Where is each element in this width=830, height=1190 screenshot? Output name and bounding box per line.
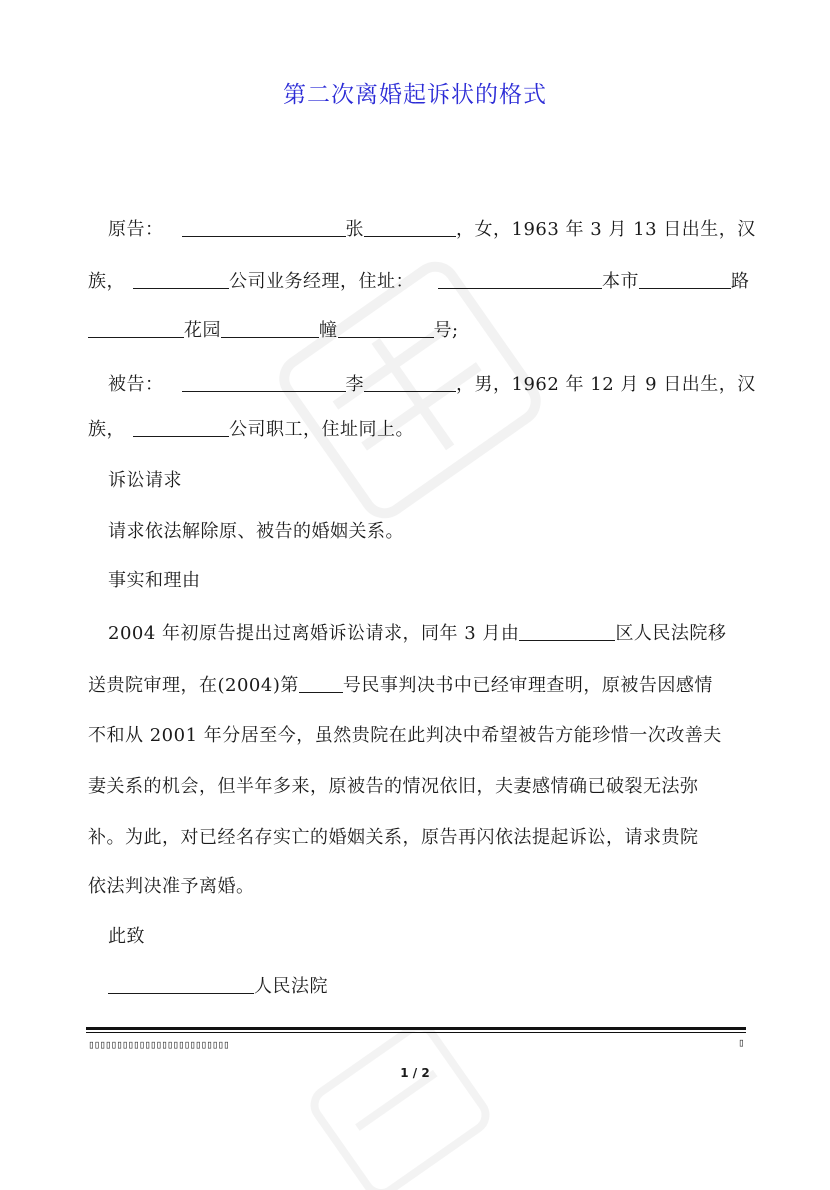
plaintiff-building-blank (221, 319, 319, 338)
defendant-label: 被告： (108, 374, 164, 395)
facts-line-6: 依法判决准予离婚。 (88, 876, 255, 897)
plaintiff-line-1 (108, 215, 756, 241)
plaintiff-number-blank (338, 319, 434, 338)
facts-line-1-text: 2004 年初原告提出过离婚诉讼请求，同年 3 月由 (108, 623, 520, 644)
facts-line-5: 补。为此，对已经名存实亡的婚姻关系，原告再闪依法提起诉讼，请求贵院 (88, 827, 699, 848)
closing-court-line (108, 972, 328, 998)
defendant-name-blank (182, 373, 346, 392)
defendant-line-2 (88, 415, 414, 441)
plaintiff-garden-label: 花园 (184, 320, 221, 341)
closing-greeting: 此致 (108, 926, 145, 947)
facts-heading: 事实和理由 (108, 570, 201, 591)
case-number-blank (299, 674, 343, 693)
plaintiff-occupation: 公司业务经理，住址： (229, 271, 414, 292)
claims-heading: 诉讼请求 (108, 470, 182, 491)
plaintiff-name-blank-2 (364, 218, 456, 237)
plaintiff-road-label: 路 (731, 271, 750, 292)
defendant-occupation: 公司职工，住址同上。 (229, 419, 414, 440)
footer-rule-thick (86, 1027, 746, 1030)
court-label: 人民法院 (254, 976, 328, 997)
facts-line-2-tail: 号民事判决书中已经审理查明，原被告因感情 (342, 675, 713, 696)
plaintiff-road-blank (639, 270, 731, 289)
facts-line-3: 不和从 2001 年分居至今，虽然贵院在此判决中希望被告方能珍惜一次改善夫 (88, 725, 722, 746)
footer-right-text: ▯ (738, 1036, 745, 1049)
defendant-name-blank-2 (364, 373, 456, 392)
plaintiff-details: ，女，1963 年 3 月 13 日出生，汉 (456, 219, 756, 240)
defendant-line-1 (108, 370, 756, 396)
plaintiff-line-2 (88, 267, 750, 293)
plaintiff-company-blank (133, 270, 229, 289)
footer-rule-thin (86, 1032, 746, 1033)
facts-line-2-text: 送贵院审理，在(2004)第 (88, 675, 299, 696)
facts-line-4: 妻关系的机会，但半年多来，原被告的情况依旧，夫妻感情确已破裂无法弥 (88, 776, 699, 797)
watermark-logo-bottom (300, 1030, 500, 1190)
district-blank (519, 622, 615, 641)
plaintiff-ethnicity: 族， (88, 271, 125, 292)
plaintiff-city: 本市 (602, 271, 639, 292)
defendant-surname: 李 (345, 374, 364, 395)
defendant-details: ，男，1962 年 12 月 9 日出生，汉 (456, 374, 756, 395)
defendant-ethnicity: 族， (88, 419, 125, 440)
facts-line-1-tail: 区人民法院移 (615, 623, 727, 644)
claims-text: 请求依法解除原、被告的婚姻关系。 (108, 521, 404, 542)
court-name-blank (108, 975, 254, 994)
document-title: 第二次离婚起诉状的格式 (283, 82, 547, 108)
facts-line-2 (88, 671, 713, 697)
plaintiff-surname: 张 (345, 219, 364, 240)
plaintiff-garden-blank (88, 319, 184, 338)
defendant-company-blank (133, 418, 229, 437)
page-number: 1 / 2 (400, 1066, 430, 1080)
plaintiff-line-3 (88, 316, 459, 342)
plaintiff-address-blank (438, 270, 602, 289)
plaintiff-label: 原告： (108, 219, 164, 240)
plaintiff-number-label: 号; (433, 320, 459, 341)
facts-line-1 (108, 619, 726, 645)
plaintiff-building-label: 幢 (319, 320, 338, 341)
footer-left-text: ▯▯▯▯▯▯▯▯▯▯▯▯▯▯▯▯▯▯▯▯▯▯▯▯▯ (88, 1038, 229, 1051)
plaintiff-name-blank (182, 218, 346, 237)
